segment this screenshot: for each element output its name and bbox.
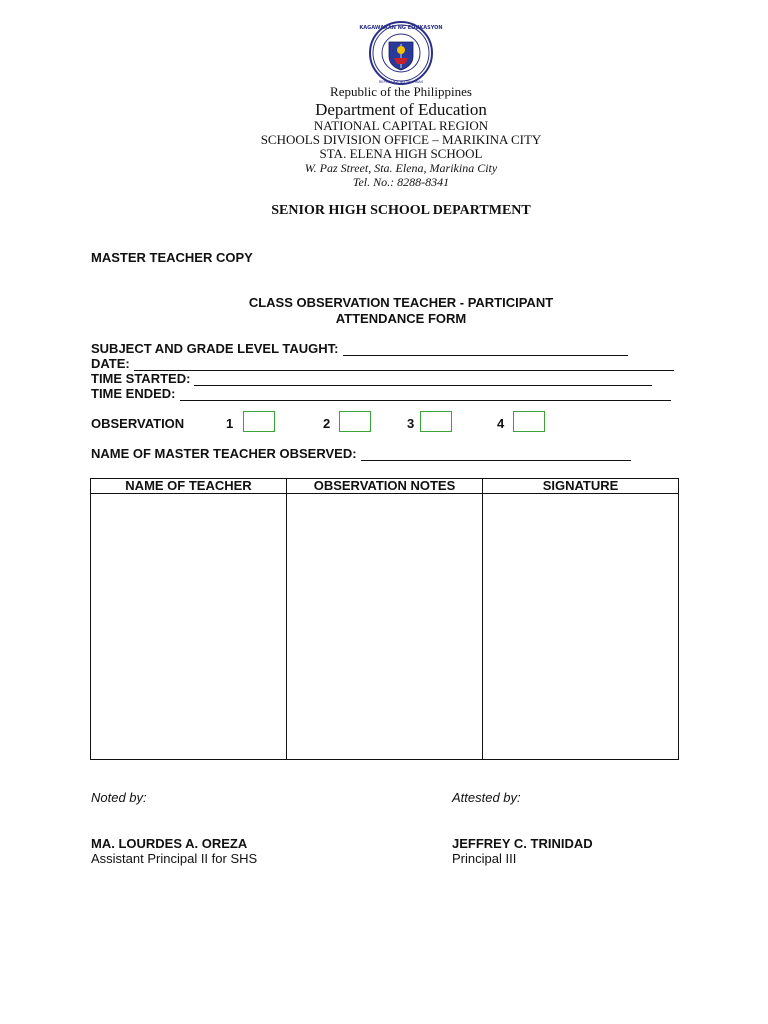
observation-option-1: 1: [226, 416, 234, 431]
observation-option-4: 4: [497, 416, 505, 431]
cell-observation-notes[interactable]: [287, 494, 483, 760]
attested-by-caption: Attested by:: [452, 790, 521, 805]
time-started-field[interactable]: [91, 371, 652, 386]
school-line: STA. ELENA HIGH SCHOOL: [319, 146, 483, 161]
table-header-row: [91, 479, 679, 494]
attested-by-title: Principal III: [452, 851, 517, 866]
attendance-table: [90, 478, 679, 760]
subject-input-line[interactable]: [343, 344, 628, 356]
master-teacher-label: NAME OF MASTER TEACHER OBSERVED:: [91, 446, 357, 461]
form-title: [0, 295, 768, 327]
header-name-of-teacher: NAME OF TEACHER: [91, 479, 287, 494]
form-title-line1: CLASS OBSERVATION TEACHER - PARTICIPANT: [248, 295, 554, 310]
tel-line: Tel. No.: 8288-8341: [352, 175, 450, 189]
attested-by-name: JEFFREY C. TRINIDAD: [452, 836, 593, 851]
date-field[interactable]: [91, 356, 674, 371]
date-label: DATE:: [91, 356, 130, 371]
republic-line: Republic of the Philippines: [330, 84, 472, 99]
noted-by-title: Assistant Principal II for SHS: [91, 851, 258, 866]
seal-ring-bottom: REPUBLIKA NG PILIPINAS: [378, 80, 424, 84]
department-line: Department of Education: [315, 100, 487, 119]
form-title-line2: ATTENDANCE FORM: [335, 311, 467, 326]
seal-ring-top: KAGAWARAN NG EDUKASYON: [359, 25, 443, 31]
master-teacher-input-line[interactable]: [361, 449, 631, 461]
observation-box-3[interactable]: [420, 411, 452, 432]
time-ended-input-line[interactable]: [180, 389, 671, 401]
address-line: W. Paz Street, Sta. Elena, Marikina City: [304, 161, 498, 175]
header-observation-notes: OBSERVATION NOTES: [287, 479, 483, 494]
observation-box-1[interactable]: [243, 411, 275, 432]
noted-by-caption: Noted by:: [91, 790, 147, 805]
cell-name-of-teacher[interactable]: [91, 494, 287, 760]
observation-box-4[interactable]: [513, 411, 545, 432]
region-line: NATIONAL CAPITAL REGION: [313, 118, 489, 133]
observation-option-3: 3: [407, 416, 415, 431]
copy-label: MASTER TEACHER COPY: [91, 250, 253, 265]
master-teacher-field[interactable]: [91, 446, 631, 461]
noted-by-name: MA. LOURDES A. OREZA: [91, 836, 248, 851]
letterhead: [0, 84, 768, 189]
observation-label: OBSERVATION: [91, 416, 185, 431]
observation-box-2[interactable]: [339, 411, 371, 432]
department-heading: SENIOR HIGH SCHOOL DEPARTMENT: [271, 203, 531, 218]
table-row: [91, 494, 679, 760]
division-line: SCHOOLS DIVISION OFFICE – MARIKINA CITY: [260, 132, 542, 147]
time-ended-field[interactable]: [91, 386, 671, 401]
time-started-label: TIME STARTED:: [91, 371, 191, 386]
observation-option-2: 2: [323, 416, 331, 431]
time-ended-label: TIME ENDED:: [91, 386, 176, 401]
deped-seal-icon: [356, 20, 446, 86]
time-started-input-line[interactable]: [194, 374, 652, 386]
subject-field[interactable]: [91, 341, 628, 356]
header-signature: SIGNATURE: [483, 479, 679, 494]
date-input-line[interactable]: [134, 359, 674, 371]
subject-label: SUBJECT AND GRADE LEVEL TAUGHT:: [91, 341, 339, 356]
observation-row: [91, 411, 571, 433]
cell-signature[interactable]: [483, 494, 679, 760]
